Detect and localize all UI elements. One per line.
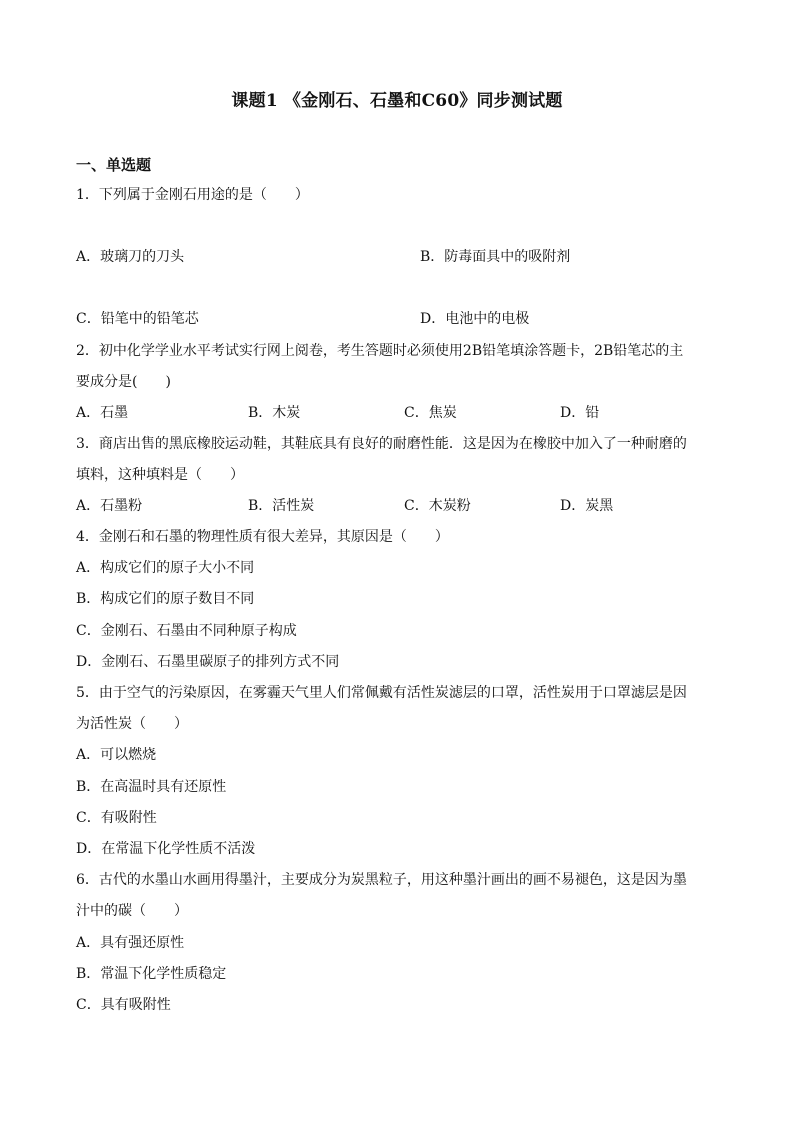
question-2-stem-line-2: 要成分是( ) <box>76 374 171 390</box>
question-5-option-c: C．有吸附性 <box>76 810 157 826</box>
question-2-option-a: A．石墨 <box>76 405 129 421</box>
question-5-option-a: A．可以燃烧 <box>76 747 157 763</box>
question-3-option-b: B．活性炭 <box>248 498 315 514</box>
question-3-option-c: C．木炭粉 <box>404 498 471 514</box>
page-title: 课题1 《金刚石、石墨和C60》同步测试题 <box>231 91 563 111</box>
question-6-option-b: B．常温下化学性质稳定 <box>76 966 227 982</box>
question-1-stem: 1．下列属于金刚石用途的是（ ） <box>76 187 309 203</box>
question-4-stem: 4．金刚石和石墨的物理性质有很大差异，其原因是（ ） <box>76 529 449 545</box>
question-6-stem-line-1: 6．古代的水墨山水画用得墨汁，主要成分为炭黑粒子，用这种墨汁画出的画不易褪色，这是因为墨 <box>76 872 687 888</box>
question-6-option-c: C．具有吸附性 <box>76 997 171 1013</box>
question-4-option-d: D．金刚石、石墨里碳原子的排列方式不同 <box>76 654 340 670</box>
question-3-stem-line-2: 填料，这种填料是（ ） <box>76 467 244 483</box>
question-2-stem-line-1: 2．初中化学学业水平考试实行网上阅卷，考生答题时必须使用2B铅笔填涂答题卡，2B铅笔芯的主 <box>76 343 684 359</box>
question-4-option-c: C．金刚石、石墨由不同种原子构成 <box>76 623 297 639</box>
question-5-option-b: B．在高温时具有还原性 <box>76 779 227 795</box>
question-5-stem-line-2: 为活性炭（ ） <box>76 716 188 732</box>
question-1-option-b: B．防毒面具中的吸附剂 <box>420 249 571 265</box>
question-6-stem-line-2: 汁中的碳（ ） <box>76 903 188 919</box>
question-1-option-a: A．玻璃刀的刀头 <box>76 249 185 265</box>
question-2-option-d: D．铅 <box>560 405 600 421</box>
question-2-option-b: B．木炭 <box>248 405 301 421</box>
question-4-option-a: A．构成它们的原子大小不同 <box>76 560 255 576</box>
section-heading: 一、单选题 <box>76 156 152 174</box>
question-2-option-c: C．焦炭 <box>404 405 457 421</box>
question-1-option-c: C．铅笔中的铅笔芯 <box>76 311 199 327</box>
question-3-stem-line-1: 3．商店出售的黑底橡胶运动鞋，其鞋底具有良好的耐磨性能．这是因为在橡胶中加入了一种耐磨的 <box>76 436 687 452</box>
question-4-option-b: B．构成它们的原子数目不同 <box>76 591 255 607</box>
question-5-option-d: D．在常温下化学性质不活泼 <box>76 841 256 857</box>
question-3-option-a: A．石墨粉 <box>76 498 143 514</box>
question-3-option-d: D．炭黑 <box>560 498 614 514</box>
question-6-option-a: A．具有强还原性 <box>76 935 185 951</box>
question-5-stem-line-1: 5．由于空气的污染原因，在雾霾天气里人们常佩戴有活性炭滤层的口罩，活性炭用于口罩滤层是因 <box>76 685 687 701</box>
question-1-option-d: D．电池中的电极 <box>420 311 530 327</box>
